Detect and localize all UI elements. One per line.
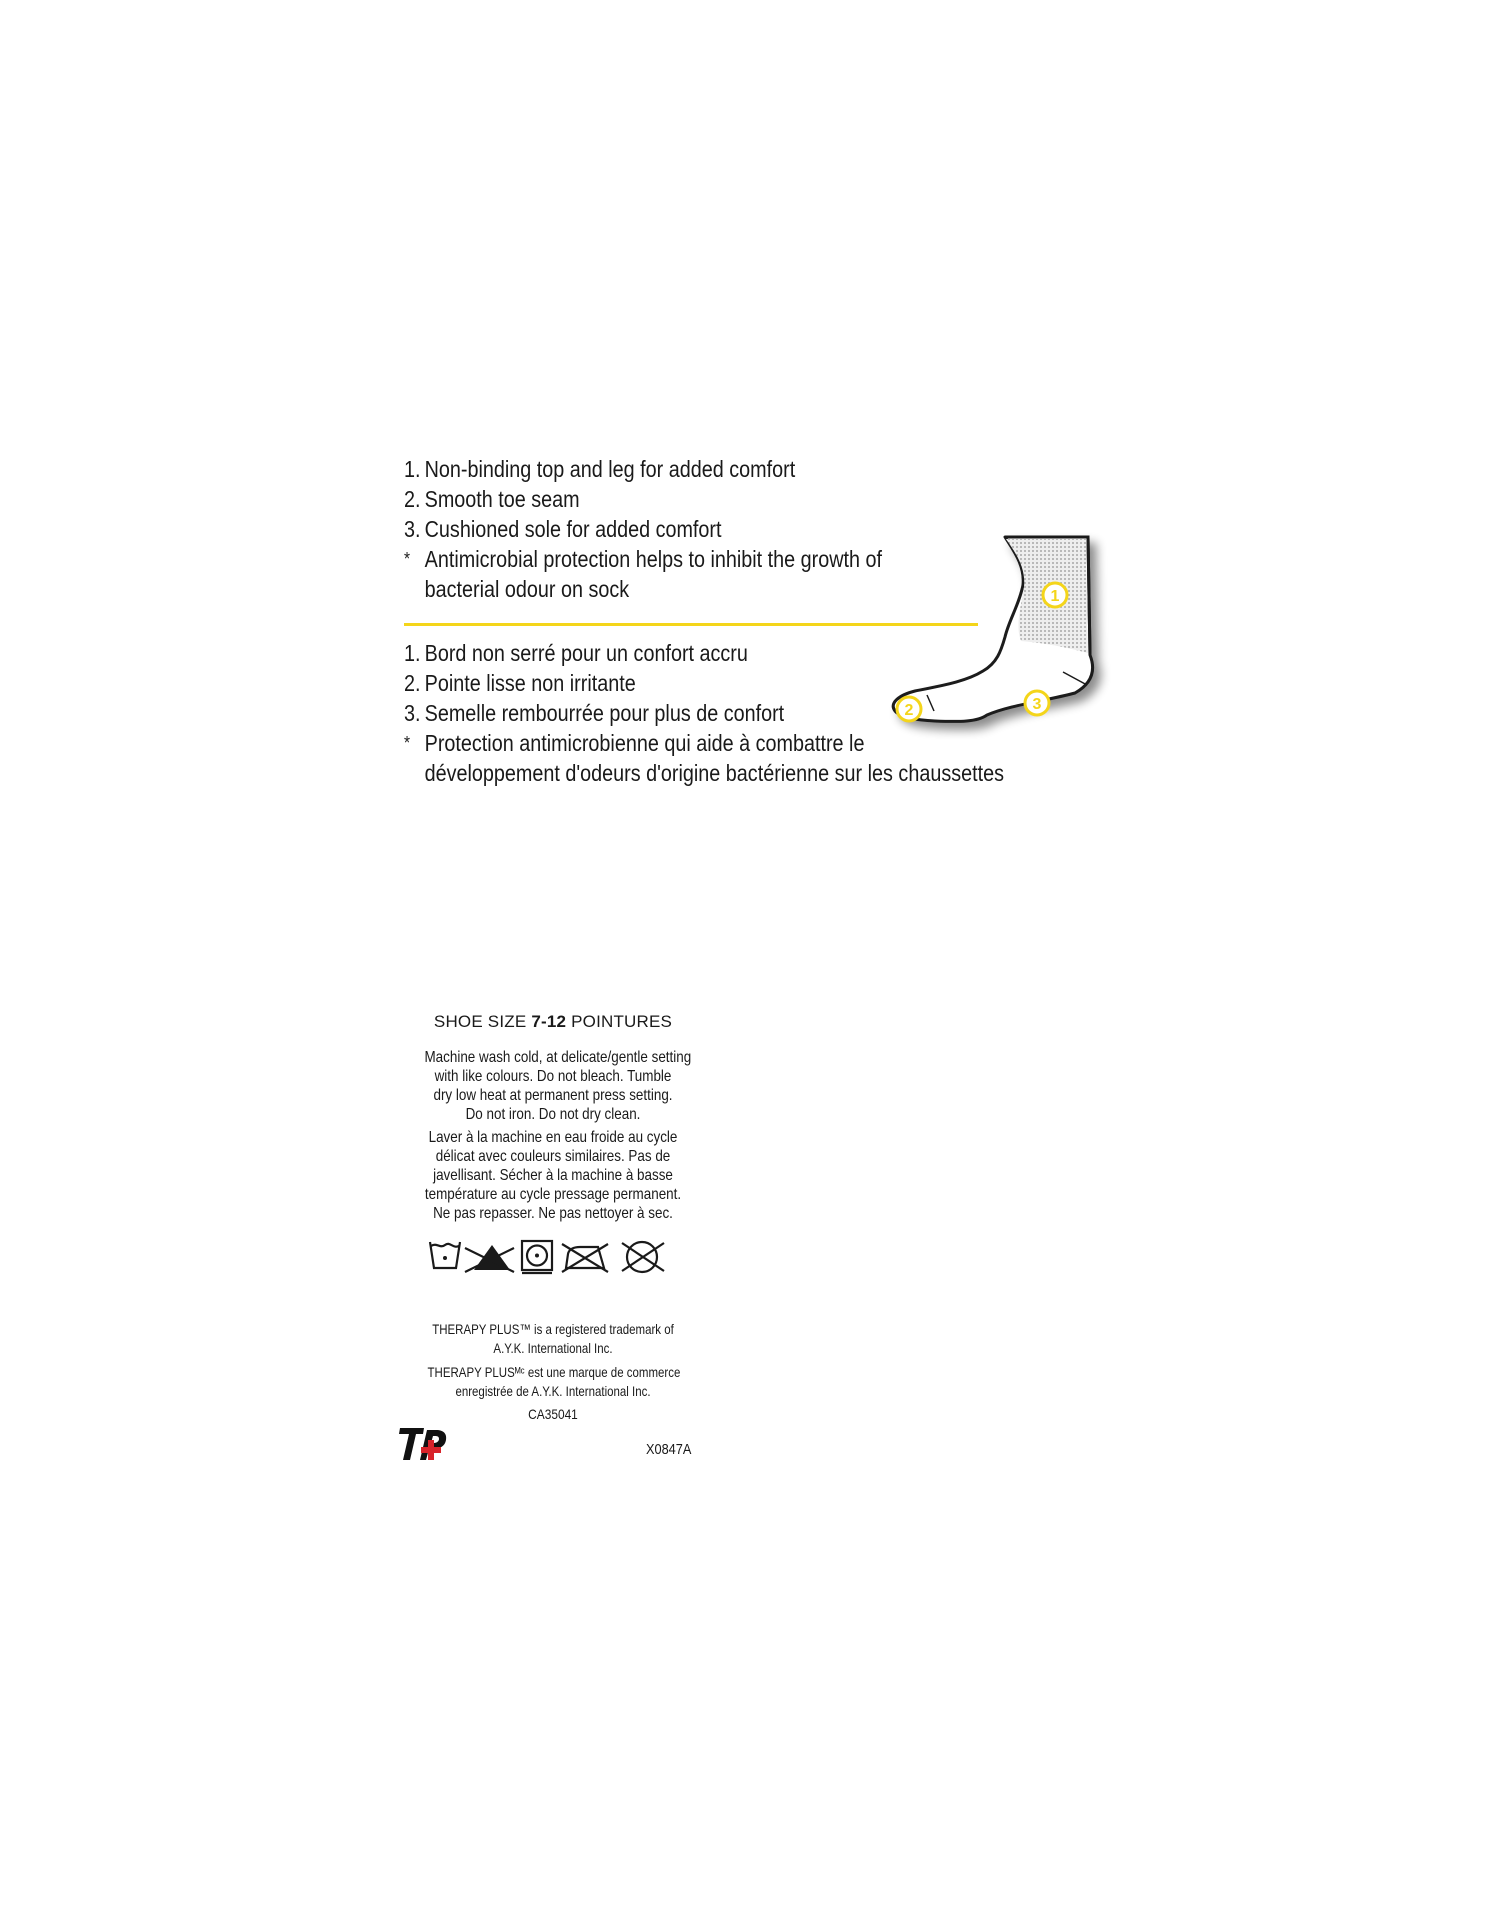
- care-line: Do not iron. Do not dry clean.: [465, 1106, 641, 1123]
- therapy-plus-logo: [398, 1424, 450, 1464]
- sock-diagram: [875, 525, 1115, 740]
- size-range: 7-12: [531, 1012, 567, 1031]
- callout-2-label: 2: [904, 702, 914, 719]
- feature-text: Antimicrobial protection helps to inhibit the growth of: [424, 546, 883, 572]
- feature-continuation: développement d'odeurs d'origine bactérienne sur les chaussettes: [424, 760, 1004, 786]
- feature-text: Non-binding top and leg for added comfort: [424, 456, 796, 482]
- no-dry-clean-icon: [622, 1242, 664, 1272]
- wash-cold-icon: [430, 1242, 460, 1268]
- feature-text: Cushioned sole for added comfort: [424, 516, 722, 542]
- feature-item: 1. Non-binding top and leg for added comfort: [404, 456, 796, 482]
- trademark-line: A.Y.K. International Inc.: [493, 1340, 613, 1356]
- trademark-english: [400, 1320, 706, 1358]
- shoe-size: [400, 1012, 706, 1032]
- care-instructions-english: [400, 1048, 706, 1124]
- no-bleach-icon: [465, 1245, 514, 1272]
- trademark-section: [400, 1320, 706, 1422]
- feature-item: 3. Semelle rembourrée pour plus de confort: [404, 700, 785, 726]
- feature-text: Pointe lisse non irritante: [424, 670, 636, 696]
- care-line: température au cycle pressage permanent.: [424, 1186, 682, 1203]
- care-line: Ne pas repasser. Ne pas nettoyer à sec.: [433, 1205, 673, 1222]
- feature-continuation: bacterial odour on sock: [424, 576, 630, 602]
- trademark-line: THERAPY PLUSᴹᶜ est une marque de commerce: [427, 1364, 681, 1380]
- feature-text: Protection antimicrobienne qui aide à combattre le: [424, 730, 865, 756]
- care-line: délicat avec couleurs similaires. Pas de: [435, 1148, 671, 1165]
- feature-item: 2. Pointe lisse non irritante: [404, 670, 636, 696]
- care-symbols: [428, 1236, 670, 1276]
- feature-text: Bord non serré pour un confort accru: [424, 640, 748, 666]
- trademark-french: [400, 1363, 706, 1401]
- callout-1: [1043, 583, 1067, 607]
- care-line: Laver à la machine en eau froide au cycle: [428, 1129, 678, 1146]
- trademark-line: enregistrée de A.Y.K. International Inc.: [455, 1383, 651, 1399]
- care-instructions-french: [400, 1128, 706, 1223]
- size-suffix: POINTURES: [571, 1012, 673, 1031]
- care-section: [400, 1012, 706, 1227]
- feature-item: 2. Smooth toe seam: [404, 486, 580, 512]
- trademark-line: THERAPY PLUS™ is a registered trademark of: [432, 1321, 674, 1337]
- feature-item: 1. Bord non serré pour un confort accru: [404, 640, 748, 666]
- callout-3-label: 3: [1032, 696, 1042, 713]
- care-line: dry low heat at permanent press setting.: [433, 1087, 673, 1104]
- size-prefix: SHOE SIZE: [433, 1012, 527, 1031]
- product-code: CA35041: [528, 1406, 578, 1422]
- feature-item: * Antimicrobial protection helps to inhibit the growth of: [404, 546, 883, 572]
- feature-text: Smooth toe seam: [424, 486, 580, 512]
- care-line: javellisant. Sécher à la machine à basse: [433, 1167, 673, 1184]
- no-iron-icon: [562, 1244, 608, 1272]
- care-line: with like colours. Do not bleach. Tumble: [434, 1068, 672, 1085]
- callout-1-label: 1: [1050, 588, 1060, 605]
- callout-3: [1025, 691, 1049, 715]
- callout-2: [897, 697, 921, 721]
- care-line: Machine wash cold, at delicate/gentle setting: [424, 1049, 692, 1066]
- model-number: X0847A: [646, 1441, 692, 1458]
- feature-text: Semelle rembourrée pour plus de confort: [424, 700, 785, 726]
- tumble-dry-low-icon: [522, 1241, 552, 1273]
- feature-item: 3. Cushioned sole for added comfort: [404, 516, 722, 542]
- feature-item: * Protection antimicrobienne qui aide à combattre le: [404, 730, 865, 756]
